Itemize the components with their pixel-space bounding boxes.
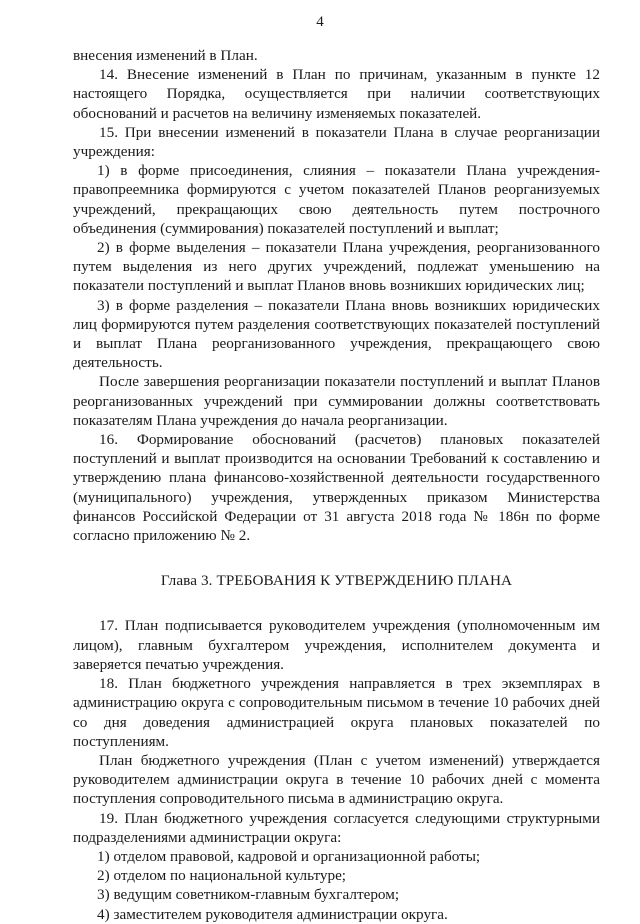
page-number: 4: [316, 14, 324, 30]
chapter-title: Глава 3. ТРЕБОВАНИЯ К УТВЕРЖДЕНИЮ ПЛАНА: [160, 572, 513, 590]
paragraph-17: 17. План подписывается руководителем учреждения (уполномоченным им лицом), главным бухгалтером учреждения, исполнителем документа и заверяется печатью учреждения.: [73, 617, 600, 673]
paragraph-15-item-3: 3) в форме разделения – показатели Плана вновь возникших юридических лиц формируются путем разделения соответствующих показателей поступлений и выплат Плана реорганизованного учреждения, прекращающего свою деятельность.: [73, 296, 600, 372]
paragraph-18: 18. План бюджетного учреждения направляется в трех экземплярах в администрацию округа с сопроводительным письмом в течение 10 рабочих дней со дня доведения администрацией округа плановых показателей по поступлениям.: [73, 675, 600, 750]
paragraph-19-item-3: 3) ведущим советником-главным бухгалтером;: [97, 886, 400, 904]
paragraph-19-item-4: 4) заместителем руководителя администрации округа.: [97, 905, 448, 923]
paragraph-continuation: внесения изменений в План.: [73, 47, 258, 64]
paragraph-18-approval: План бюджетного учреждения (План с учетом изменений) утверждается руководителем администрации округа в течение 10 рабочих дней с момента поступления сопроводительного письма в администрацию округа.: [73, 751, 600, 808]
paragraph-15-item-1: 1) в форме присоединения, слияния – показатели Плана учреждения-правопреемника формируются с учетом показателей Планов реорганизуемых учреждений, прекращающих свою деятельность путем построчного объединения (суммирования) показателей поступлений и выплат;: [73, 162, 600, 237]
paragraph-15-item-2: 2) в форме выделения – показатели Плана учреждения, реорганизованного путем выделения из него других учреждений, подлежат уменьшению на показатели поступлений и выплат Планов вновь возникших юридических лиц;: [73, 239, 600, 295]
paragraph-19: 19. План бюджетного учреждения согласуется следующими структурными подразделениями администрации округа:: [73, 809, 600, 846]
paragraph-14: 14. Внесение изменений в План по причинам, указанным в пункте 12 настоящего Порядка, осуществляется при наличии соответствующих обоснований и расчетов на величину изменяемых показателей.: [73, 66, 600, 122]
paragraph-19-item-2: 2) отделом по национальной культуре;: [97, 867, 347, 885]
document-body: [73, 46, 600, 924]
paragraph-15: 15. При внесении изменений в показатели Плана в случае реорганизации учреждения:: [73, 123, 600, 161]
paragraph-16: 16. Формирование обоснований (расчетов) плановых показателей поступлений и выплат производится на основании Требований к составлению и утверждению плана финансово-хозяйственной деятельности государственного (муниципального) учреждения, утвержденных приказом Министерства финансов Российской Федерации от 31 августа 2018 года № 186н по форме согласно приложению № 2.: [73, 431, 600, 545]
paragraph-19-item-1: 1) отделом правовой, кадровой и организационной работы;: [97, 847, 481, 865]
paragraph-15-after-reorganization: После завершения реорганизации показатели поступлений и выплат Планов реорганизованных учреждений при суммировании должны соответствовать показателям Плана учреждения до начала реорганизации.: [73, 373, 600, 429]
